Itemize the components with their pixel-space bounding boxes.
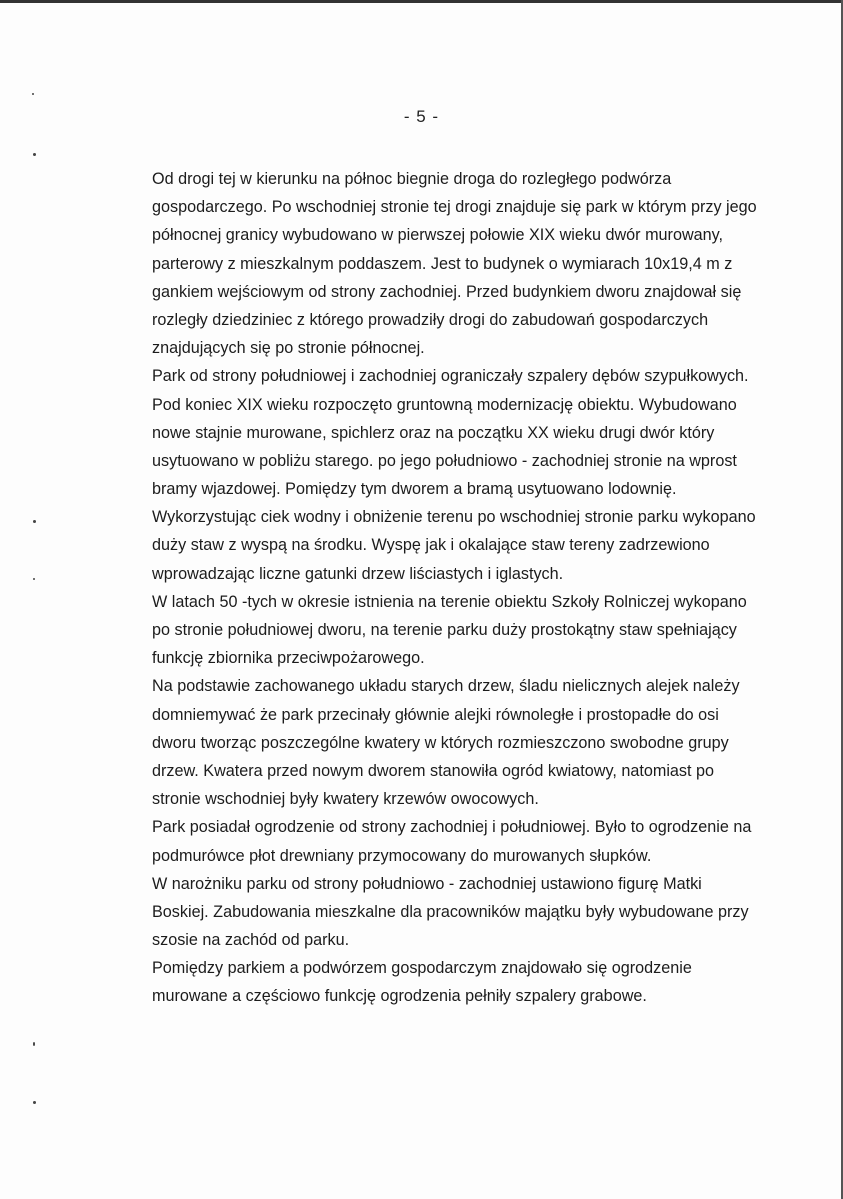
text-line: dworu tworząc poszczególne kwatery w których rozmieszczono swobodne grupy bbox=[152, 733, 729, 752]
scan-speck bbox=[33, 1042, 35, 1046]
text-line: Park od strony południowej i zachodniej ograniczały szpalery dębów szypułkowych. bbox=[152, 367, 749, 386]
text-line: stronie wschodniej były kwatery krzewów owocowych. bbox=[152, 790, 539, 809]
text-line: Boskiej. Zabudowania mieszkalne dla pracowników majątku były wybudowane przy bbox=[152, 902, 749, 921]
text-line: bramy wjazdowej. Pomiędzy tym dworem a bramą usytuowano lodownię. bbox=[152, 480, 677, 499]
scan-speck bbox=[33, 520, 36, 523]
text-line: szosie na zachód od parku. bbox=[152, 931, 350, 950]
body-text bbox=[152, 165, 812, 1011]
text-line: Pomiędzy parkiem a podwórzem gospodarczym znajdowało się ogrodzenie bbox=[152, 959, 692, 978]
page-number: - 5 - bbox=[403, 107, 440, 126]
text-line: rozległy dziedziniec z którego prowadziły drogi do zabudowań gospodarczych bbox=[152, 310, 709, 329]
text-line: północnej granicy wybudowano w pierwszej połowie XIX wieku dwór murowany, bbox=[152, 226, 724, 245]
text-line: W narożniku parku od strony południowo - zachodniej ustawiono figurę Matki bbox=[152, 874, 702, 893]
text-line: funkcję zbiornika przeciwpożarowego. bbox=[152, 649, 425, 668]
scan-speck bbox=[33, 153, 36, 156]
text-line: Wykorzystując ciek wodny i obniżenie terenu po wschodniej stronie parku wykopano bbox=[152, 508, 756, 527]
scan-speck bbox=[33, 578, 35, 580]
text-line: Park posiadał ogrodzenie od strony zachodniej i południowej. Było to ogrodzenie na bbox=[152, 818, 752, 837]
text-line: gankiem wejściowym od strony zachodniej. Przed budynkiem dworu znajdował się bbox=[152, 282, 742, 301]
text-line: Na podstawie zachowanego układu starych drzew, śladu nielicznych alejek należy bbox=[152, 677, 740, 696]
text-line: W latach 50 -tych w okresie istnienia na terenie obiektu Szkoły Rolniczej wykopano bbox=[152, 592, 747, 611]
text-line: nowe stajnie murowane, spichlerz oraz na początku XX wieku drugi dwór który bbox=[152, 423, 715, 442]
text-line: parterowy z mieszkalnym poddaszem. Jest to budynek o wymiarach 10x19,4 m z bbox=[152, 254, 733, 273]
scan-top-edge bbox=[0, 0, 843, 3]
scan-speck bbox=[32, 93, 34, 95]
text-line: znajdujących się po stronie północnej. bbox=[152, 339, 425, 358]
text-line: gospodarczego. Po wschodniej stronie tej drogi znajduje się park w którym przy jego bbox=[152, 198, 757, 217]
scan-speck bbox=[33, 1101, 36, 1104]
text-line: wprowadzając liczne gatunki drzew liściastych i iglastych. bbox=[152, 564, 564, 583]
text-line: murowane a częściowo funkcję ogrodzenia pełniły szpalery grabowe. bbox=[152, 987, 647, 1006]
text-line: duży staw z wyspą na środku. Wyspę jak i okalające staw tereny zadrzewiono bbox=[152, 536, 710, 555]
text-line: Od drogi tej w kierunku na północ biegnie droga do rozległego podwórza bbox=[152, 170, 672, 188]
text-line: usytuowano w pobliżu starego. po jego południowo - zachodniej stronie na wprost bbox=[152, 451, 737, 470]
text-line: Pod koniec XIX wieku rozpoczęto gruntowną modernizację obiektu. Wybudowano bbox=[152, 395, 737, 414]
text-line: drzew. Kwatera przed nowym dworem stanowiła ogród kwiatowy, natomiast po bbox=[152, 761, 715, 780]
text-line: domniemywać że park przecinały głównie alejki równoległe i prostopadłe do osi bbox=[152, 705, 719, 724]
text-line: po stronie południowej dworu, na terenie parku duży prostokątny staw spełniający bbox=[152, 621, 737, 639]
text-line: podmurówce płot drewniany przymocowany do murowanych słupków. bbox=[152, 846, 652, 865]
